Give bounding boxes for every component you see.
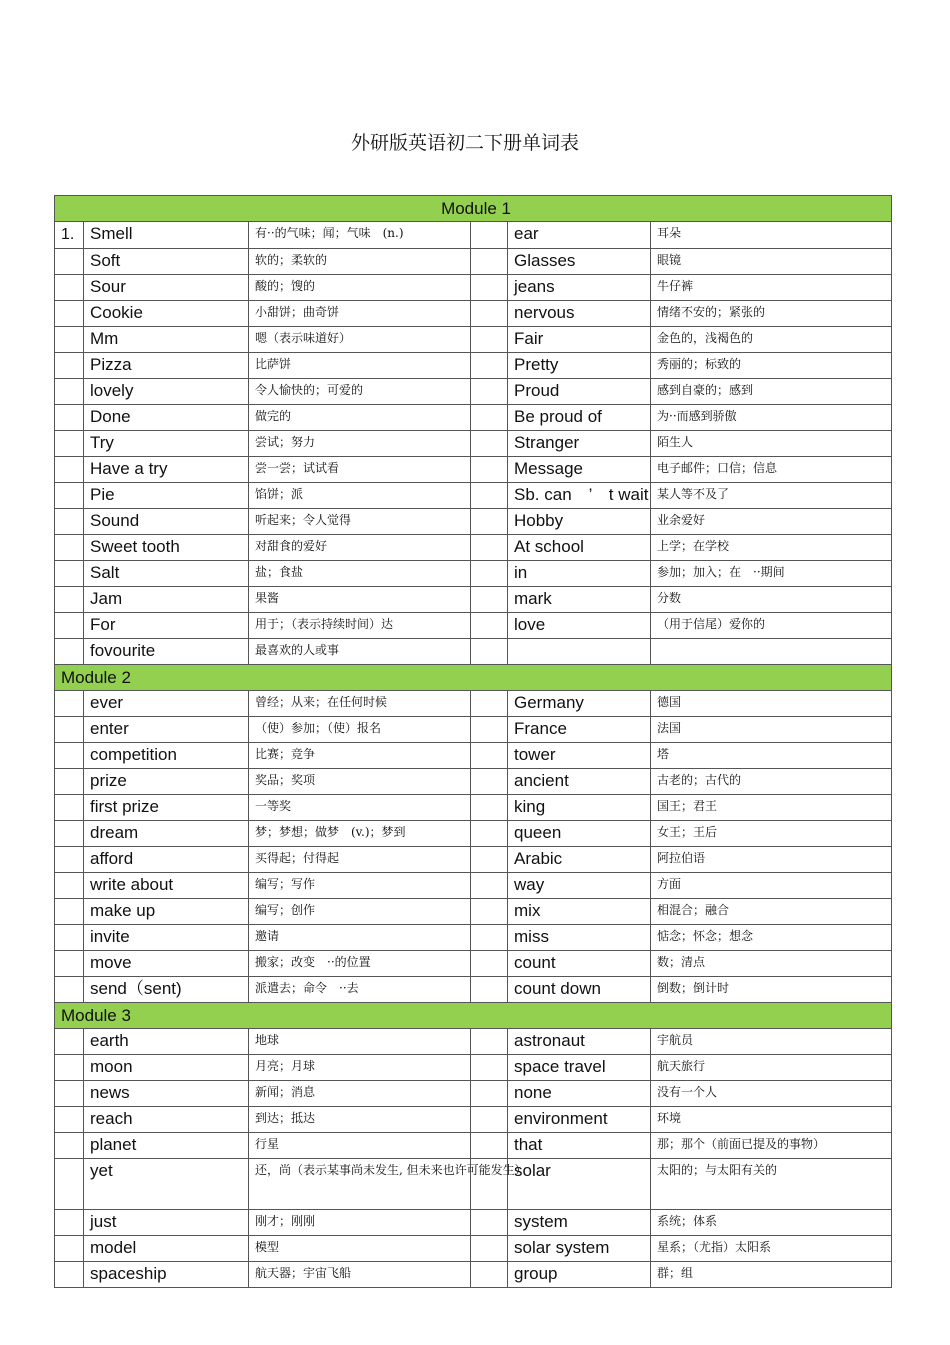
english-word: solar system [508,1236,651,1262]
row-number [55,899,84,925]
chinese-meaning: 搬家；改变 ··的位置 [249,951,471,977]
row-number [471,1107,508,1133]
vocab-row [55,951,892,977]
vocab-row [55,275,892,301]
chinese-meaning: 相混合；融合 [651,899,892,925]
row-number [471,795,508,821]
chinese-meaning: 德国 [651,691,892,717]
vocab-row [55,613,892,639]
english-word: Glasses [508,249,651,275]
vocab-row [55,743,892,769]
row-number [55,613,84,639]
vocab-row [55,561,892,587]
row-number [471,1133,508,1159]
english-word: Pie [84,483,249,509]
vocab-row [55,353,892,379]
vocab-row [55,327,892,353]
row-number [55,379,84,405]
chinese-meaning: 眼镜 [651,249,892,275]
vocab-row [55,873,892,899]
chinese-meaning: 比萨饼 [249,353,471,379]
module-heading-row [55,665,892,691]
row-number [471,639,508,665]
english-word: Sound [84,509,249,535]
english-word: earth [84,1029,249,1055]
chinese-meaning: 尝试；努力 [249,431,471,457]
row-number [471,1210,508,1236]
english-word: lovely [84,379,249,405]
vocab-row [55,1029,892,1055]
chinese-meaning: 上学；在学校 [651,535,892,561]
row-number [471,1262,508,1288]
chinese-meaning: 没有一个人 [651,1081,892,1107]
english-word: queen [508,821,651,847]
english-word: ancient [508,769,651,795]
english-word: Have a try [84,457,249,483]
chinese-meaning: 塔 [651,743,892,769]
english-word: Sb. can ’ t wait [508,483,651,509]
module-heading-row [55,1003,892,1029]
chinese-meaning: 陌生人 [651,431,892,457]
chinese-meaning: 小甜饼；曲奇饼 [249,301,471,327]
vocab-row [55,379,892,405]
english-word: Sweet tooth [84,535,249,561]
chinese-meaning: 系统；体系 [651,1210,892,1236]
row-number [55,717,84,743]
english-word: Fair [508,327,651,353]
english-word: environment [508,1107,651,1133]
chinese-meaning: （用于信尾）爱你的 [651,613,892,639]
english-word: reach [84,1107,249,1133]
english-word: send（sent) [84,977,249,1003]
english-word: mix [508,899,651,925]
row-number [471,873,508,899]
english-word: Done [84,405,249,431]
english-word: first prize [84,795,249,821]
chinese-meaning: 编写；写作 [249,873,471,899]
row-number [55,457,84,483]
chinese-meaning: 编写；创作 [249,899,471,925]
row-number [471,691,508,717]
english-word: in [508,561,651,587]
english-word: At school [508,535,651,561]
english-word: Hobby [508,509,651,535]
chinese-meaning: 航天旅行 [651,1055,892,1081]
vocab-row [55,535,892,561]
chinese-meaning: 有··的气味；闻；气味 (n.) [249,222,471,249]
row-number [55,509,84,535]
row-number [471,769,508,795]
english-word: Stranger [508,431,651,457]
english-word: Smell [84,222,249,249]
row-number [55,405,84,431]
vocab-row [55,509,892,535]
vocabulary-body [55,196,892,1288]
vocab-row [55,249,892,275]
chinese-meaning: 曾经；从来；在任何时候 [249,691,471,717]
vocab-row [55,483,892,509]
vocab-row [55,1055,892,1081]
row-number [55,1262,84,1288]
chinese-meaning: 金色的，浅褐色的 [651,327,892,353]
english-word: ever [84,691,249,717]
chinese-meaning: 嗯（表示味道好） [249,327,471,353]
vocab-row [55,925,892,951]
row-number [471,249,508,275]
row-number [55,743,84,769]
row-number [55,977,84,1003]
english-word: Mm [84,327,249,353]
vocab-row [55,795,892,821]
module-heading: Module 3 [55,1003,892,1029]
chinese-meaning: 群；组 [651,1262,892,1288]
row-number [55,691,84,717]
vocab-row [55,1262,892,1288]
row-number [471,353,508,379]
chinese-meaning: 秀丽的；标致的 [651,353,892,379]
english-word: Germany [508,691,651,717]
row-number [471,743,508,769]
english-word: space travel [508,1055,651,1081]
english-word: love [508,613,651,639]
vocab-row [55,769,892,795]
row-number [471,1081,508,1107]
english-word: spaceship [84,1262,249,1288]
chinese-meaning: 到达；抵达 [249,1107,471,1133]
english-word: fovourite [84,639,249,665]
row-number [471,587,508,613]
row-number [471,509,508,535]
chinese-meaning: 令人愉快的；可爱的 [249,379,471,405]
chinese-meaning: 派遣去；命令 ··去 [249,977,471,1003]
vocab-row [55,821,892,847]
english-word: invite [84,925,249,951]
chinese-meaning: 梦；梦想；做梦 (v.)；梦到 [249,821,471,847]
row-number [55,925,84,951]
chinese-meaning: 国王；君王 [651,795,892,821]
chinese-meaning: 刚才；刚刚 [249,1210,471,1236]
chinese-meaning: 还，尚（表示某事尚未发生, 但未来也许可能发生） [249,1159,471,1210]
row-number [471,301,508,327]
chinese-meaning: 果酱 [249,587,471,613]
english-word: France [508,717,651,743]
english-word: yet [84,1159,249,1210]
row-number [55,353,84,379]
row-number [471,1055,508,1081]
vocab-row [55,639,892,665]
row-number [55,821,84,847]
chinese-meaning: 情绪不安的；紧张的 [651,301,892,327]
vocab-row [55,1133,892,1159]
row-number [471,535,508,561]
vocab-row [55,457,892,483]
row-number [471,977,508,1003]
chinese-meaning: 感到自豪的；感到 [651,379,892,405]
vocab-row [55,405,892,431]
chinese-meaning: 比赛；竞争 [249,743,471,769]
chinese-meaning: 倒数；倒计时 [651,977,892,1003]
chinese-meaning: 参加；加入；在 ··期间 [651,561,892,587]
english-word: none [508,1081,651,1107]
vocab-row [55,691,892,717]
english-word: Cookie [84,301,249,327]
vocab-row [55,899,892,925]
chinese-meaning: 最喜欢的人或事 [249,639,471,665]
row-number [55,847,84,873]
row-number [471,483,508,509]
row-number [55,639,84,665]
row-number [471,222,508,249]
row-number [55,1081,84,1107]
chinese-meaning: 某人等不及了 [651,483,892,509]
module-heading-row [55,196,892,222]
row-number [471,613,508,639]
english-word: news [84,1081,249,1107]
english-word: Arabic [508,847,651,873]
chinese-meaning: 女王；王后 [651,821,892,847]
english-word: tower [508,743,651,769]
row-number [55,1236,84,1262]
row-number [55,535,84,561]
english-word: Soft [84,249,249,275]
chinese-meaning: 航天器；宇宙飞船 [249,1262,471,1288]
chinese-meaning: 模型 [249,1236,471,1262]
english-word: just [84,1210,249,1236]
english-word: afford [84,847,249,873]
row-number [55,561,84,587]
english-word: Try [84,431,249,457]
english-word: Message [508,457,651,483]
english-word: solar [508,1159,651,1210]
english-word: king [508,795,651,821]
row-number [55,249,84,275]
row-number [55,275,84,301]
row-number [55,1029,84,1055]
chinese-meaning: 邀请 [249,925,471,951]
english-word: nervous [508,301,651,327]
english-word: that [508,1133,651,1159]
chinese-meaning: 月亮；月球 [249,1055,471,1081]
english-word: model [84,1236,249,1262]
chinese-meaning: 那；那个（前面已提及的事物） [651,1133,892,1159]
chinese-meaning: 宇航员 [651,1029,892,1055]
row-number [55,1210,84,1236]
row-number [55,1159,84,1210]
chinese-meaning: 尝一尝；试试看 [249,457,471,483]
chinese-meaning: 奖品；奖项 [249,769,471,795]
english-word: prize [84,769,249,795]
chinese-meaning: 一等奖 [249,795,471,821]
chinese-meaning [651,639,892,665]
row-number [471,821,508,847]
vocab-row [55,587,892,613]
row-number [55,1133,84,1159]
chinese-meaning: 行星 [249,1133,471,1159]
english-word: dream [84,821,249,847]
english-word: count down [508,977,651,1003]
module-heading: Module 1 [55,196,892,222]
english-word: way [508,873,651,899]
chinese-meaning: 新闻；消息 [249,1081,471,1107]
chinese-meaning: 法国 [651,717,892,743]
chinese-meaning: 听起来；令人觉得 [249,509,471,535]
row-number [471,405,508,431]
english-word: count [508,951,651,977]
chinese-meaning: 业余爱好 [651,509,892,535]
vocab-row [55,222,892,249]
row-number [471,431,508,457]
english-word: planet [84,1133,249,1159]
chinese-meaning: 太阳的；与太阳有关的 [651,1159,892,1210]
row-number [471,717,508,743]
row-number [471,1236,508,1262]
row-number [471,379,508,405]
row-number [471,275,508,301]
english-word: Pizza [84,353,249,379]
english-word: write about [84,873,249,899]
english-word: astronaut [508,1029,651,1055]
vocab-row [55,847,892,873]
chinese-meaning: 方面 [651,873,892,899]
vocab-row [55,977,892,1003]
chinese-meaning: 耳朵 [651,222,892,249]
chinese-meaning: 为··而感到骄傲 [651,405,892,431]
vocabulary-table [54,195,892,1288]
chinese-meaning: 数；清点 [651,951,892,977]
english-word: Be proud of [508,405,651,431]
english-word: competition [84,743,249,769]
chinese-meaning: 星系；（尤指）太阳系 [651,1236,892,1262]
chinese-meaning: 盐；食盐 [249,561,471,587]
chinese-meaning: 对甜食的爱好 [249,535,471,561]
page-title: 外研版英语初二下册单词表 [350,132,579,154]
row-number [471,457,508,483]
vocab-row [55,1159,892,1210]
vocab-row [55,1081,892,1107]
row-number [471,561,508,587]
row-number [55,301,84,327]
vocab-row [55,301,892,327]
chinese-meaning: 地球 [249,1029,471,1055]
english-word: Pretty [508,353,651,379]
english-word: moon [84,1055,249,1081]
row-number [55,1107,84,1133]
row-number [55,431,84,457]
chinese-meaning: 牛仔裤 [651,275,892,301]
chinese-meaning: 惦念；怀念；想念 [651,925,892,951]
chinese-meaning: 古老的；古代的 [651,769,892,795]
chinese-meaning: 环境 [651,1107,892,1133]
row-number [55,795,84,821]
chinese-meaning: 馅饼；派 [249,483,471,509]
row-number [471,847,508,873]
vocab-row [55,1107,892,1133]
chinese-meaning: 做完的 [249,405,471,431]
english-word: Proud [508,379,651,405]
vocab-row [55,717,892,743]
english-word: jeans [508,275,651,301]
english-word: system [508,1210,651,1236]
english-word: move [84,951,249,977]
chinese-meaning: 买得起；付得起 [249,847,471,873]
row-number [471,925,508,951]
chinese-meaning: 分数 [651,587,892,613]
row-number [55,951,84,977]
english-word [508,639,651,665]
row-number: 1. [55,222,84,249]
row-number [55,1055,84,1081]
english-word: make up [84,899,249,925]
english-word: miss [508,925,651,951]
row-number [471,327,508,353]
chinese-meaning: （使）参加；（使）报名 [249,717,471,743]
english-word: mark [508,587,651,613]
chinese-meaning: 软的；柔软的 [249,249,471,275]
row-number [471,899,508,925]
row-number [55,769,84,795]
english-word: Sour [84,275,249,301]
row-number [55,483,84,509]
vocab-row [55,1236,892,1262]
vocab-row [55,431,892,457]
row-number [471,1029,508,1055]
english-word: Jam [84,587,249,613]
vocab-row [55,1210,892,1236]
row-number [471,951,508,977]
chinese-meaning: 酸的；馊的 [249,275,471,301]
module-heading: Module 2 [55,665,892,691]
chinese-meaning: 用于；（表示持续时间）达 [249,613,471,639]
english-word: Salt [84,561,249,587]
chinese-meaning: 阿拉伯语 [651,847,892,873]
english-word: enter [84,717,249,743]
english-word: For [84,613,249,639]
row-number [55,327,84,353]
row-number [55,873,84,899]
english-word: ear [508,222,651,249]
row-number [55,587,84,613]
chinese-meaning: 电子邮件；口信；信息 [651,457,892,483]
english-word: group [508,1262,651,1288]
